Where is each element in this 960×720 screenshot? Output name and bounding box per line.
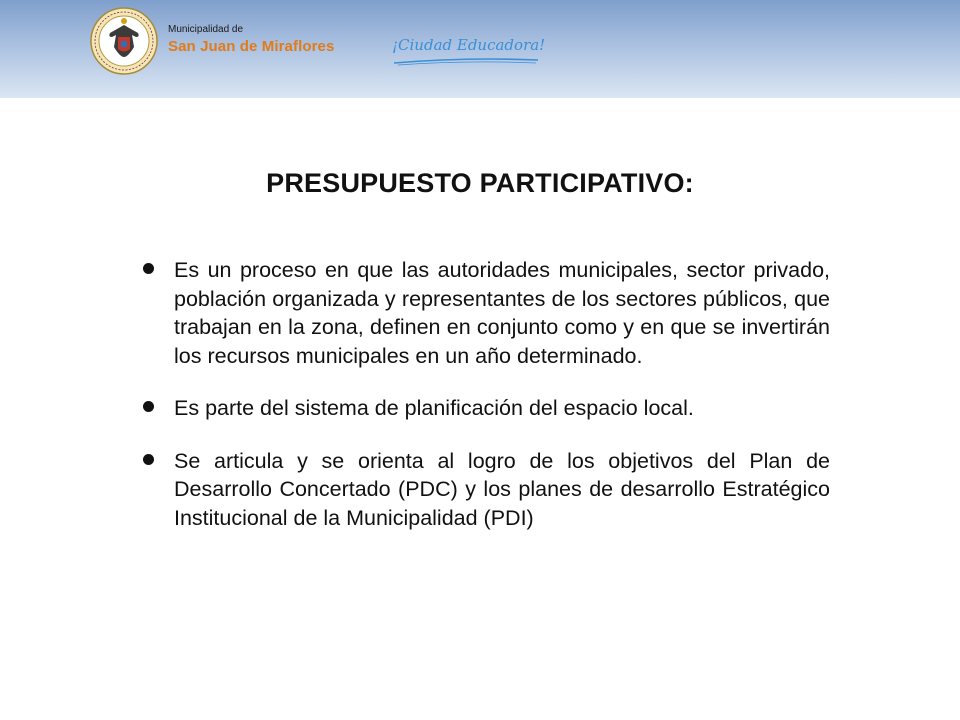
slogan-underline <box>392 55 540 67</box>
slogan: ¡Ciudad Educadora! <box>392 36 546 54</box>
header-band <box>0 0 960 98</box>
bullet-dot-icon <box>143 263 154 274</box>
list-item <box>140 394 830 423</box>
bullet-text: Es parte del sistema de planificación del espacio local. <box>174 396 694 420</box>
page-title: PRESUPUESTO PARTICIPATIVO: <box>266 168 694 198</box>
municipality-name: San Juan de Miraflores <box>168 38 335 55</box>
bullet-text: Se articula y se orienta al logro de los objetivos del Plan de Desarrollo Concertado (PDC) y los planes de desarrollo Estratégico Institucional de la Municipalidad (PDI) <box>174 448 830 530</box>
municipality-prefix: Municipalidad de <box>168 24 244 35</box>
bullet-list <box>140 256 830 556</box>
bullet-dot-icon <box>143 454 154 465</box>
list-item <box>140 447 830 533</box>
list-item <box>140 256 830 370</box>
bullet-text: Es un proceso en que las autoridades municipales, sector privado, población organizada y representantes de los sectores públicos, que trabajan en la zona, definen en conjunto como y en que se invertirán los recursos municipales en un año determinado. <box>174 258 830 368</box>
bullet-dot-icon <box>143 401 154 412</box>
municipal-seal-logo <box>90 7 158 75</box>
